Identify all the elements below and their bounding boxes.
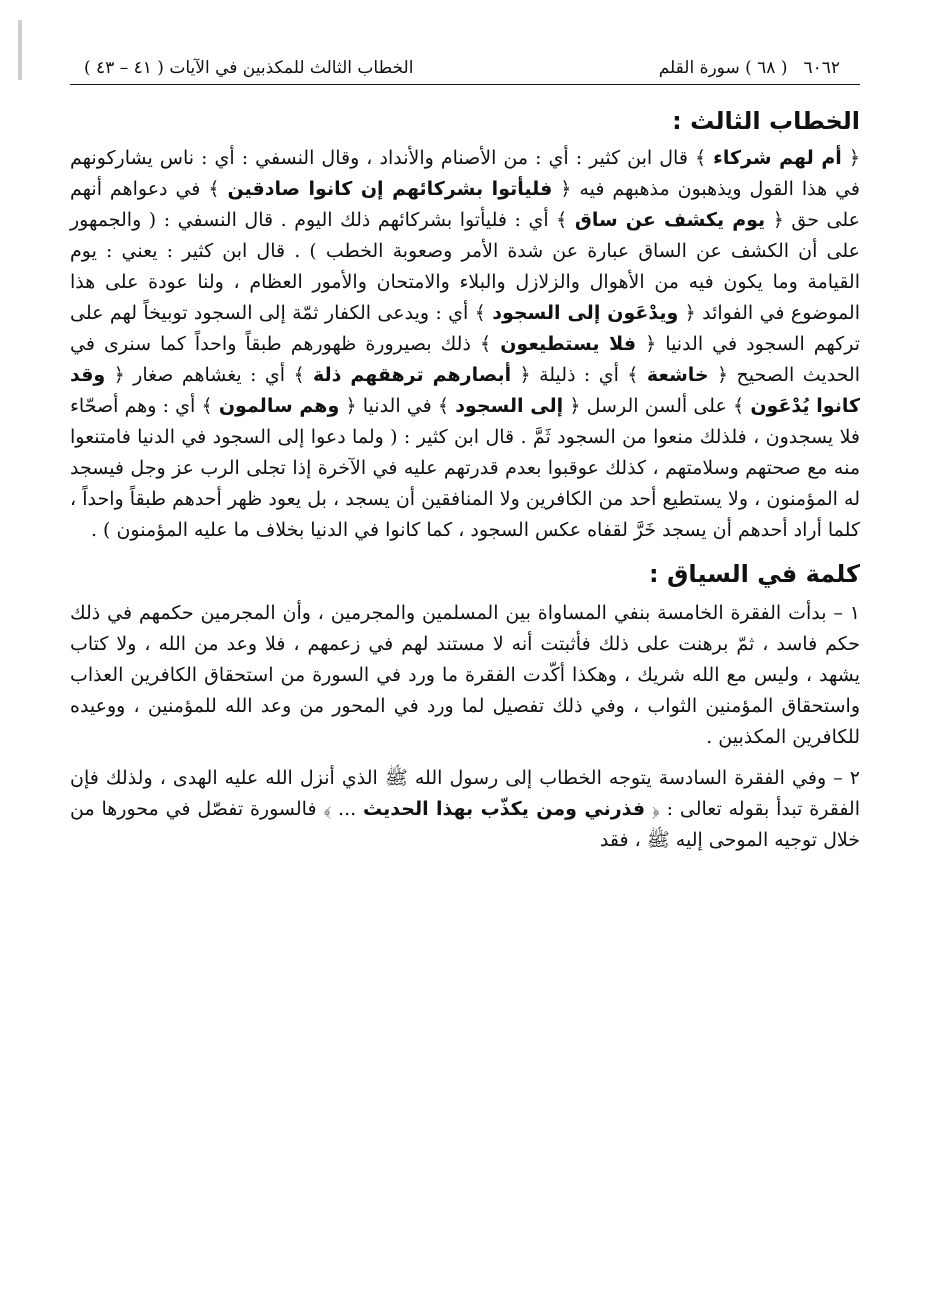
- text-run: ﴾ أي : فليأتوا بشركائهم ذلك اليوم . قال النسفي : ( والجمهور على أن الكشف عن الساق عبارة عن شدة الأمر وصعوبة الخطب ) . قال ابن كثير : يعني : يوم القيامة وما يكون فيه من الأهوال والزلازل والبلاء والامتحان والأمور العظام ، ولنا عودة على هذا الموضوع في الفوائد ﴿: [70, 209, 861, 324]
- book-page: [70, 58, 860, 856]
- section-heading-context: كلمة في السياق :: [649, 560, 860, 588]
- text-run: ﴿: [841, 147, 860, 169]
- text-run: ﴾ على ألسن الرسل ﴿: [563, 395, 751, 417]
- page-number: ٦٠٦٢: [803, 58, 840, 78]
- quran-phrase: أبصارهم ترهقهم ذلة: [313, 364, 512, 386]
- context-item-2: [70, 763, 860, 856]
- surah-label: ( ٦٨ ) سورة القلم: [658, 58, 788, 78]
- text-run: ٢ – وفي الفقرة السادسة يتوجه الخطاب إلى رسول الله ﷺ الذي أنزل الله عليه الهدى ، ولذلك فإن الفقرة تبدأ بقوله تعالى : ﴿: [70, 767, 860, 820]
- quran-phrase: فليأتوا بشركائهم إن كانوا صادقين: [227, 178, 553, 200]
- text-run: ﴾ في الدنيا ﴿: [339, 395, 456, 417]
- quran-phrase: خاشعة: [646, 364, 709, 386]
- text-run: ﴾ قال ابن كثير : أي : من الأصنام والأنداد ، وقال النسفي : أي : ناس يشاركونهم في هذا القول ويذهبون مذهبهم فيه ﴿: [70, 147, 860, 200]
- text-run: ﴾ أي : ويدعى الكفار ثمّة إلى السجود توبيخاً لهم على تركهم السجود في الدنيا ﴿: [70, 302, 860, 355]
- context-item-1: ١ – بدأت الفقرة الخامسة بنفي المساواة بين المسلمين والمجرمين ، وأن المجرمين حكمهم في ذلك حكم فاسد ، ثمّ برهنت على ذلك فأثبتت أنه لا مستند لهم في زعمهم ، فلا وعد من الله ، ولا كتاب يشهد ، وليس مع الله شريك ، وهكذا أكّدت الفقرة ما ورد في السورة من استحقاق الكافرين العذاب واستحقاق المؤمنين الثواب ، وفي ذلك تفصيل لما ورد في المحور من وعد الله للمؤمنين ، ووعيده للكافرين المكذبين .: [70, 602, 860, 748]
- quran-phrase: إلى السجود: [455, 395, 564, 417]
- quran-phrase: أم لهم شركاء: [713, 147, 842, 169]
- tafsir-paragraph: [70, 143, 860, 546]
- quran-phrase: ويدْعَون إلى السجود: [492, 302, 679, 324]
- quran-phrase: فلا يستطيعون: [500, 333, 637, 355]
- text-run: ﴾ في دعواهم أنهم على حق ﴿: [70, 178, 860, 231]
- header-right-group: [659, 58, 840, 78]
- quran-phrase: وهم سالمون: [218, 395, 340, 417]
- text-run: ﴾ أي : ذليلة ﴿: [511, 364, 647, 386]
- text-run: ﴾ أي : وهم أصحّاء فلا يسجدون ، فلذلك منعوا من السجود ثَمَّ . قال ابن كثير : ( ولما دعوا إلى السجود في الدنيا فامتنعوا منه مع صحتهم وسلامتهم ، كذلك عوقبوا بعدم قدرتهم عليه في الآخرة إذا تجلى الرب عز وجل فيسجد له المؤمنون ، ولا يستطيع أحد من الكافرين ولا المنافقين أن يسجد ، بل يعود ظهر أحدهم طبقاً واحداً ، كلما أراد أحدهم أن يسجد خَرَّ لقفاه عكس السجود ، كما كانوا في الدنيا بخلاف ما عليه المؤمنون ) .: [70, 395, 860, 541]
- section-heading-third-address: الخطاب الثالث :: [672, 107, 860, 135]
- text-run: ﴾ ذلك بصيرورة ظهورهم طبقاً واحداً كما سنرى في الحديث الصحيح ﴿: [70, 333, 860, 386]
- text-run: ... ﴾ فالسورة تفصّل في محورها من خلال توجيه الموحى إليه ﷺ ، فقد: [70, 798, 860, 851]
- quran-phrase: يوم يكشف عن ساق: [574, 209, 766, 231]
- section-running-title: الخطاب الثالث للمكذبين في الآيات ( ٤١ – ٤٣ ): [84, 58, 414, 78]
- text-run: ﴾ أي : يغشاهم صغار ﴿: [105, 364, 313, 386]
- quran-phrase: وقد كانوا يُدْعَون: [70, 364, 861, 417]
- quran-phrase: فذرني ومن يكذّب بهذا الحديث: [363, 798, 646, 820]
- scan-edge-mark: [18, 20, 22, 80]
- running-header: [70, 58, 860, 85]
